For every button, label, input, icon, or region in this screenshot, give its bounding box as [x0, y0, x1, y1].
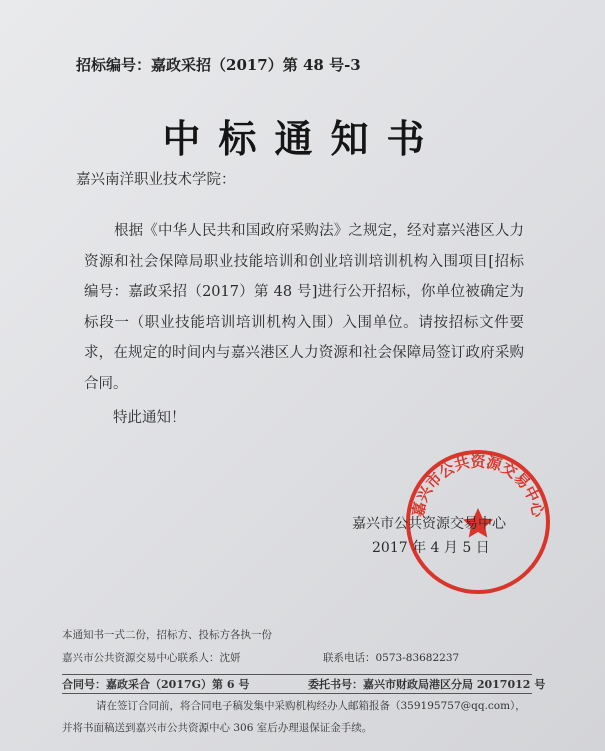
deposit-notice: 并将书面稿送到嘉兴市公共资源中心 306 室后办理退保证金手续。	[62, 722, 373, 734]
contract-row	[62, 674, 546, 694]
issue-date: 2017 年 4 月 5 日	[372, 540, 490, 556]
closing-line: 特此通知！	[113, 410, 186, 426]
issuer-name: 嘉兴市公共资源交易中心	[352, 516, 506, 532]
contact-person: 嘉兴市公共资源交易中心联系人：沈妍	[62, 652, 241, 664]
sign-notice: 请在签订合同前，将合同电子稿发集中采购机构经办人邮箱报备（359195757@qq.com），	[96, 700, 526, 712]
contact-row	[62, 650, 460, 665]
contract-number: 合同号：嘉政采合（2017G）第 6 号	[62, 678, 250, 691]
bid-number: 招标编号：嘉政采招（2017）第 48 号-3	[76, 56, 361, 74]
addressee: 嘉兴南洋职业技术学院：	[76, 172, 236, 188]
document-title: 中标通知书	[162, 116, 443, 161]
copies-note: 本通知书一式二份，招标方、投标方各执一份	[62, 629, 272, 641]
trustee-number: 委托书号：嘉兴市财政局港区分局 2017012 号	[308, 678, 546, 691]
contact-phone: 联系电话：0573-83682237	[323, 652, 460, 664]
seal-text: 嘉兴市公共资源交易中心	[408, 452, 548, 519]
notice-body: 根据《中华人民共和国政府采购法》之规定，经对嘉兴港区人力资源和社会保障局职业技能培训和创业培训培训机构入围项目[招标编号：嘉政采招（2017）第 48 号]进行公开招标，你单位被确定为标段一（职业技能培训培训机构入围）入围单位。请按招标文件要求，在规定的时间内与嘉兴港区人力资源和社会保障局签订政府采购合同。	[84, 223, 524, 392]
